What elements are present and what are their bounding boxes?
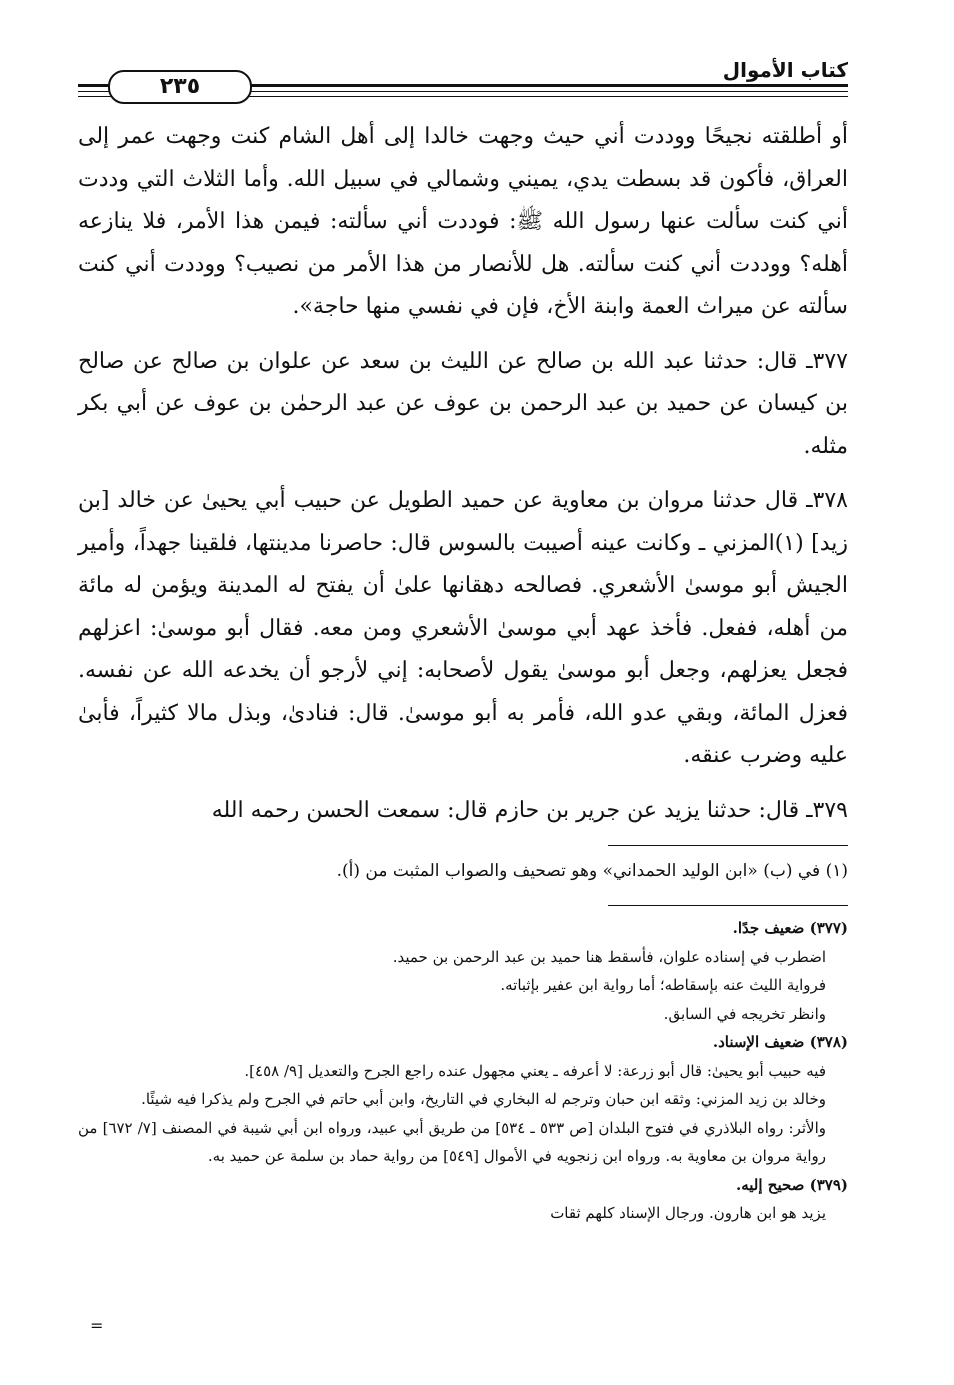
commentary-line: اضطرب في إسناده علوان، فأسقط هنا حميد بن عبد الرحمن بن حميد. [392,947,826,966]
commentary [78,914,848,1228]
main-text [78,116,848,832]
running-title: كتاب الأموال [722,58,848,82]
commentary-line: فيه حبيب أبو يحيىٰ: قال أبو زرعة: لا أعرفه ـ يعني مجهول عنده راجع الجرح والتعديل [٩/ ٤٥٨]. [244,1061,826,1080]
page-header [78,58,848,106]
commentary-heading-379: (٣٧٩) صحيح إليه. [736,1175,848,1194]
commentary-line: وانظر تخريجه في السابق. [663,1004,826,1023]
commentary-line: والأثر: رواه البلاذري في فتوح البلدان [ص ٥٣٣ ـ ٥٣٤] من طريق أبي عبيد، ورواه ابن أبي شيبة في المصنف [٧/ ٦٧٢] من رواية مروان بن معاوية به. ورواه ابن زنجويه في الأموال [٥٤٩] من رواية حماد بن سلمة عن حميد به. [78,1118,826,1165]
continuation-mark: = [90,1316,104,1335]
commentary-heading-377: (٣٧٧) ضعيف جدًا. [732,919,848,937]
paragraph-1: أو أطلقته نجيحًا ووددت أني حيث وجهت خالدا إلى أهل الشام كنت وجهت عمر إلى العراق، فأكون قد بسطت يدي، يميني وشمالي في سبيل الله. وأما الثلاث التي وددت أني كنت سألت عنها رسول الله ﷺ: فوددت أني سألته: فيمن هذا الأمر، فلا ينازعه أهله؟ ووددت أني كنت سألته. هل للأنصار من هذا الأمر من نصيب؟ ووددت أني كنت سألته عن ميراث العمة وابنة الأخ، فإن في نفسي منها حاجة». [78,124,848,319]
commentary-divider [608,905,848,906]
page-number: ٢٣٥ [108,70,252,104]
commentary-line: فرواية الليث عنه بإسقاطه؛ أما رواية ابن عفير بإثباته. [500,976,826,994]
commentary-heading-378: (٣٧٨) ضعيف الإسناد. [712,1033,848,1051]
commentary-line: يزيد هو ابن هارون. ورجال الإسناد كلهم ثقات [550,1204,826,1222]
paragraph-377: ٣٧٧ـ قال: حدثنا عبد الله بن صالح عن الليث بن سعد عن علوان بن صالح عن صالح بن كيسان عن حميد بن عبد الرحمن بن عوف عن عبد الرحمٰن بن عوف عن أبي بكر مثله. [78,348,848,459]
footnote: (١) في (ب) «ابن الوليد الحمداني» وهو تصحيف والصواب المثبت من (أ). [336,861,848,881]
commentary-line: وخالد بن زيد المزني: وثقه ابن حبان وترجم له البخاري في التاريخ، وابن أبي حاتم في الجرح ولم يذكرا فيه شيئًا. [141,1090,826,1108]
footnote-divider [608,845,848,846]
paragraph-378: ٣٧٨ـ قال حدثنا مروان بن معاوية عن حميد الطويل عن حبيب أبي يحيىٰ عن خالد [بن زيد] (١)المزني ـ وكانت عينه أصيبت بالسوس قال: حاصرنا مدينتها، فلقينا جهداً، وأمير الجيش أبو موسىٰ الأشعري. فصالحه دهقانها علىٰ أن يفتح له المدينة ويؤمن له مائة من أهله، ففعل. فأخذ عهد أبي موسىٰ الأشعري ومن معه. فقال أبو موسىٰ: اعزلهم فجعل يعزلهم، وجعل أبو موسىٰ يقول لأصحابه: إني لأرجو أن يخدعه الله عن نفسه. فعزل المائة، وبقي عدو الله، فأمر به أبو موسىٰ. قال: فنادىٰ، وبذل مالا كثيراً، فأبىٰ عليه وضرب عنقه. [78,488,848,768]
paragraph-379: ٣٧٩ـ قال: حدثنا يزيد عن جرير بن حازم قال: سمعت الحسن رحمه الله [211,797,848,823]
